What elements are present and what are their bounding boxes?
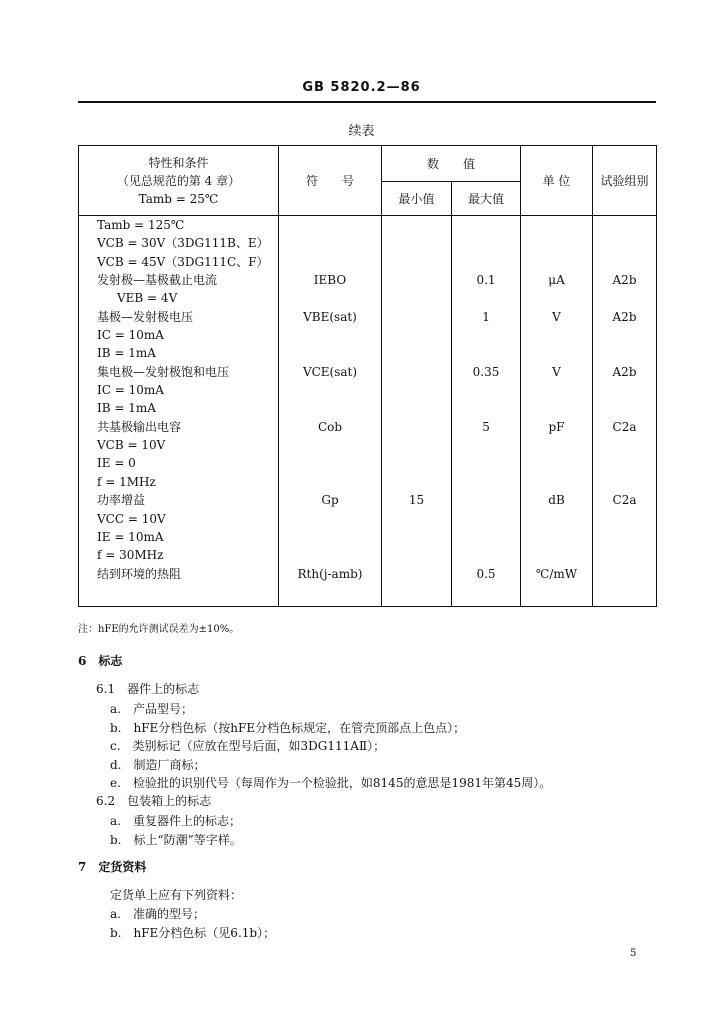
row-9-cond: IC = 10mA — [97, 383, 164, 398]
list-item: a. 准确的型号； — [110, 907, 205, 921]
section-7-intro: 定货单上应有下列资料： — [110, 888, 243, 902]
row-1-unit — [521, 234, 592, 252]
row-8-sym: VCE(sat) — [302, 364, 358, 379]
min-value-column — [382, 216, 452, 607]
list-item: d. 制造厂商标； — [110, 757, 206, 772]
table-continued-label: 续表 — [348, 124, 375, 139]
row-13-cond: IE = 0 — [97, 456, 136, 471]
section-6-title: 6 标志 — [78, 654, 123, 668]
row-11-max: 5 — [482, 419, 490, 434]
row-19-sym: Rth(j-amb) — [297, 566, 363, 581]
row-15-grp: C2a — [612, 493, 637, 508]
row-8-cond: 集电极—发射极饱和电压 — [97, 364, 230, 379]
row-18-unit — [521, 546, 592, 564]
row-15-unit: dB — [548, 493, 565, 508]
col-header-min: 最小值 — [382, 182, 452, 216]
row-4-cond: VEB = 4V — [117, 291, 178, 306]
row-2-cond: VCB = 45V（3DG111C、F） — [97, 254, 269, 269]
row-18-sym — [279, 546, 381, 564]
row-15-cond: 功率增益 — [97, 493, 146, 508]
row-1-sym — [279, 234, 381, 252]
row-5-grp: A2b — [612, 309, 637, 324]
row-15-min: 15 — [408, 493, 425, 508]
row-1-max — [452, 234, 520, 252]
row-6-unit — [521, 326, 592, 344]
col-header-characteristic — [79, 146, 279, 216]
row-1-grp — [593, 234, 656, 252]
row-1-min — [382, 234, 451, 252]
row-3-min — [382, 271, 451, 289]
row-12-cond: VCB = 10V — [97, 438, 166, 453]
row-19-cond: 结到环境的热阻 — [97, 566, 182, 581]
row-11-sym: Cob — [317, 419, 343, 434]
row-13-grp — [593, 454, 656, 472]
table-note: 注：hFE的允许测试误差为±10%。 — [78, 624, 240, 635]
row-0-cond: Tamb = 125℃ — [97, 218, 185, 232]
row-8-grp: A2b — [612, 364, 637, 379]
row-11-grp: C2a — [612, 419, 637, 434]
row-15-max — [452, 491, 520, 509]
row-4-min — [382, 289, 451, 307]
row-12-sym — [279, 436, 381, 454]
row-7-max — [452, 344, 520, 362]
list-item: b. hFE分档色标（按hFE分档色标规定，在管壳顶部点上色点）； — [110, 720, 466, 735]
col-header-test-group: 试验组别 — [593, 146, 657, 216]
row-16-grp — [593, 510, 656, 528]
row-12-unit — [521, 436, 592, 454]
row-16-min — [382, 510, 451, 528]
spec-table — [78, 145, 657, 607]
row-16-unit — [521, 510, 592, 528]
row-14-max — [452, 473, 520, 491]
row-0-min — [382, 216, 451, 234]
col-header-value: 数 值 — [382, 146, 521, 182]
row-9-sym — [279, 381, 381, 399]
row-8-unit: V — [552, 364, 561, 379]
row-19-min — [382, 565, 451, 583]
row-11-min — [382, 418, 451, 436]
row-13-sym — [279, 454, 381, 472]
row-14-unit — [521, 473, 592, 491]
section-6-2-title: 6.2 包装箱上的标志 — [96, 794, 212, 808]
row-3-sym: IEBO — [313, 273, 347, 288]
row-4-unit — [521, 289, 592, 307]
max-value-column — [452, 216, 521, 607]
row-2-min — [382, 253, 451, 271]
list-item: b. hFE分档色标（见6.1b）； — [110, 926, 276, 940]
row-0-max — [452, 216, 520, 234]
row-17-unit — [521, 528, 592, 546]
list-item: a. 产品型号； — [110, 702, 193, 716]
row-18-min — [382, 546, 451, 564]
row-10-min — [382, 399, 451, 417]
row-2-max — [452, 253, 520, 271]
row-6-grp — [593, 326, 656, 344]
row-7-min — [382, 344, 451, 362]
row-3-unit: μA — [548, 273, 565, 288]
row-5-unit: V — [552, 309, 561, 324]
row-5-min — [382, 308, 451, 326]
col-header-characteristic-line2: （见总规范的第 4 章） — [116, 173, 241, 188]
conditions-column — [79, 216, 279, 607]
row-14-grp — [593, 473, 656, 491]
row-10-cond: IB = 1mA — [97, 401, 156, 416]
section-6-1-title: 6.1 器件上的标志 — [96, 682, 200, 696]
row-14-min — [382, 473, 451, 491]
row-1-cond: VCB = 30V（3DG111B、E） — [97, 236, 269, 251]
row-10-grp — [593, 399, 656, 417]
row-3-max: 0.1 — [476, 273, 496, 288]
row-12-max — [452, 436, 520, 454]
row-19-grp — [593, 565, 656, 583]
row-3-grp: A2b — [612, 273, 637, 288]
row-7-sym — [279, 344, 381, 362]
row-13-unit — [521, 454, 592, 472]
row-8-min — [382, 363, 451, 381]
row-17-max — [452, 528, 520, 546]
row-0-grp — [593, 216, 656, 234]
row-14-cond: f = 1MHz — [97, 474, 156, 489]
list-item: b. 标上“防潮”等字样。 — [110, 832, 242, 847]
row-19-max: 0.5 — [476, 566, 496, 581]
col-header-unit: 单 位 — [521, 146, 593, 216]
row-16-max — [452, 510, 520, 528]
row-16-sym — [279, 510, 381, 528]
row-2-sym — [279, 253, 381, 271]
list-item: e. 检验批的识别代号（每周作为一个检验批，如8145的意思是1981年第45周）。 — [110, 776, 552, 790]
col-header-max: 最大值 — [452, 182, 521, 216]
row-4-sym — [279, 289, 381, 307]
row-3-cond: 发射极—基极截止电流 — [97, 273, 218, 288]
col-header-characteristic-line1: 特性和条件 — [148, 155, 209, 170]
row-17-sym — [279, 528, 381, 546]
row-5-cond: 基极—发射极电压 — [97, 309, 194, 324]
row-5-sym: VBE(sat) — [303, 309, 357, 324]
row-6-max — [452, 326, 520, 344]
section-7-title: 7 定货资料 — [78, 860, 147, 874]
standard-code-header: GB 5820.2—86 — [302, 80, 421, 95]
row-6-min — [382, 326, 451, 344]
row-2-grp — [593, 253, 656, 271]
row-12-min — [382, 436, 451, 454]
row-10-max — [452, 399, 520, 417]
row-6-cond: IC = 10mA — [97, 328, 164, 343]
row-11-cond: 共基极输出电容 — [97, 419, 182, 434]
row-16-cond: VCC = 10V — [97, 511, 166, 526]
row-19-unit: ℃/mW — [535, 566, 578, 581]
row-11-unit: pF — [548, 419, 565, 434]
row-10-unit — [521, 399, 592, 417]
col-header-characteristic-line3: Tamb = 25℃ — [138, 191, 219, 206]
row-2-unit — [521, 253, 592, 271]
row-6-sym — [279, 326, 381, 344]
row-10-sym — [279, 399, 381, 417]
test-group-column — [593, 216, 657, 607]
row-14-sym — [279, 473, 381, 491]
row-17-min — [382, 528, 451, 546]
row-0-unit — [521, 216, 592, 234]
row-9-min — [382, 381, 451, 399]
row-13-min — [382, 454, 451, 472]
row-17-grp — [593, 528, 656, 546]
row-4-grp — [593, 289, 656, 307]
row-18-max — [452, 546, 520, 564]
row-7-grp — [593, 344, 656, 362]
row-9-grp — [593, 381, 656, 399]
row-5-max: 1 — [482, 309, 490, 324]
row-9-unit — [521, 381, 592, 399]
row-17-cond: IE = 10mA — [97, 529, 164, 544]
page-number: 5 — [630, 948, 637, 959]
row-15-sym: Gp — [321, 493, 339, 508]
list-item: c. 类别标记（应放在型号后面，如3DG111AⅡ）； — [110, 739, 386, 753]
row-12-grp — [593, 436, 656, 454]
symbol-column — [279, 216, 382, 607]
row-7-cond: IB = 1mA — [97, 346, 156, 361]
list-item: a. 重复器件上的标志； — [110, 814, 241, 828]
row-8-max: 0.35 — [472, 364, 500, 379]
row-9-max — [452, 381, 520, 399]
row-4-max — [452, 289, 520, 307]
col-header-symbol: 符 号 — [279, 146, 382, 216]
header-rule — [78, 101, 656, 103]
row-18-cond: f = 30MHz — [97, 548, 164, 563]
row-13-max — [452, 454, 520, 472]
row-18-grp — [593, 546, 656, 564]
row-7-unit — [521, 344, 592, 362]
row-0-sym — [279, 216, 381, 234]
unit-column — [521, 216, 593, 607]
